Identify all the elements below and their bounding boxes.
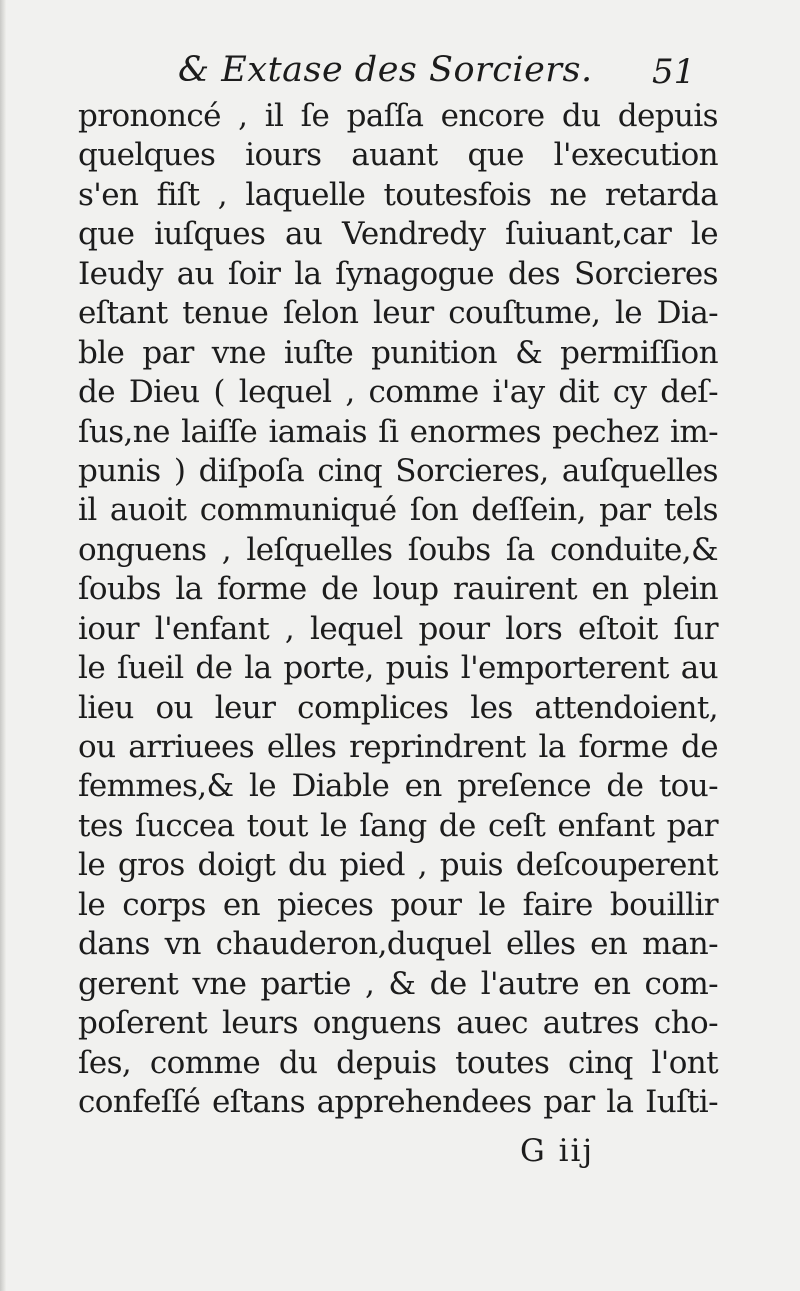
text-line: eſtant tenue ſelon leur couſtume, le Dia- [78,295,718,332]
text-line: femmes,& le Diable en preſence de tou- [78,768,718,805]
text-line: de Dieu ( lequel , comme i'ay dit cy deſ- [78,374,718,411]
signature-mark: G iij [520,1133,595,1169]
running-head-title: & Extase des Sorciers. [178,50,593,90]
text-line: punis ) diſpoſa cinq Sorcieres, auſquelles [78,452,718,489]
text-line: ſes, comme du depuis toutes cinq l'ont [78,1044,718,1081]
text-line: que iuſques au Vendredy ſuiuant,car le [78,216,718,253]
text-line: dans vn chauderon,duquel elles en man- [78,926,718,963]
text-line: le gros doigt du pied , puis deſcouperent [78,847,718,884]
text-line: Ieudy au ſoir la ſynagogue des Sorcieres [78,255,718,292]
text-line: gerent vne partie , & de l'autre en com- [78,965,718,1002]
text-line: ſoubs la forme de loup rauirent en plein [78,571,718,608]
page-edge-shadow [0,0,6,1291]
text-line: il auoit communiqué ſon deſſein, par tels [78,492,718,529]
text-line: ble par vne iuſte punition & permiſſion [78,334,718,371]
text-line: ou arriuees elles reprindrent la forme de [78,729,718,765]
text-line: onguens , leſquelles ſoubs ſa conduite,& [78,531,718,568]
text-line: ſus,ne laiſſe iamais ſi enormes pechez im- [78,413,718,450]
text-line: tes ſuccea tout le ſang de ceſt enfant par [78,807,718,844]
text-line: iour l'enfant , lequel pour lors eſtoit ſur [78,610,718,647]
text-line: prononcé , il ſe paſſa encore du depuis [78,98,718,134]
text-line: lieu ou leur complices les attendoient, [78,689,718,726]
text-line: poſerent leurs onguens auec autres cho- [78,1005,718,1042]
text-line: le ſueil de la porte, puis l'emporterent au [78,650,718,687]
body-text [78,97,718,1122]
text-line: s'en fiſt , laquelle toutesfois ne retarda [78,176,718,213]
text-line: le corps en pieces pour le faire bouillir [78,886,718,923]
text-line: confeſſé eſtans apprehendees par la Iuſti- [78,1083,718,1120]
page-number: 51 [652,52,696,92]
text-line: quelques iours auant que l'execution [78,137,718,174]
running-head [0,50,800,96]
